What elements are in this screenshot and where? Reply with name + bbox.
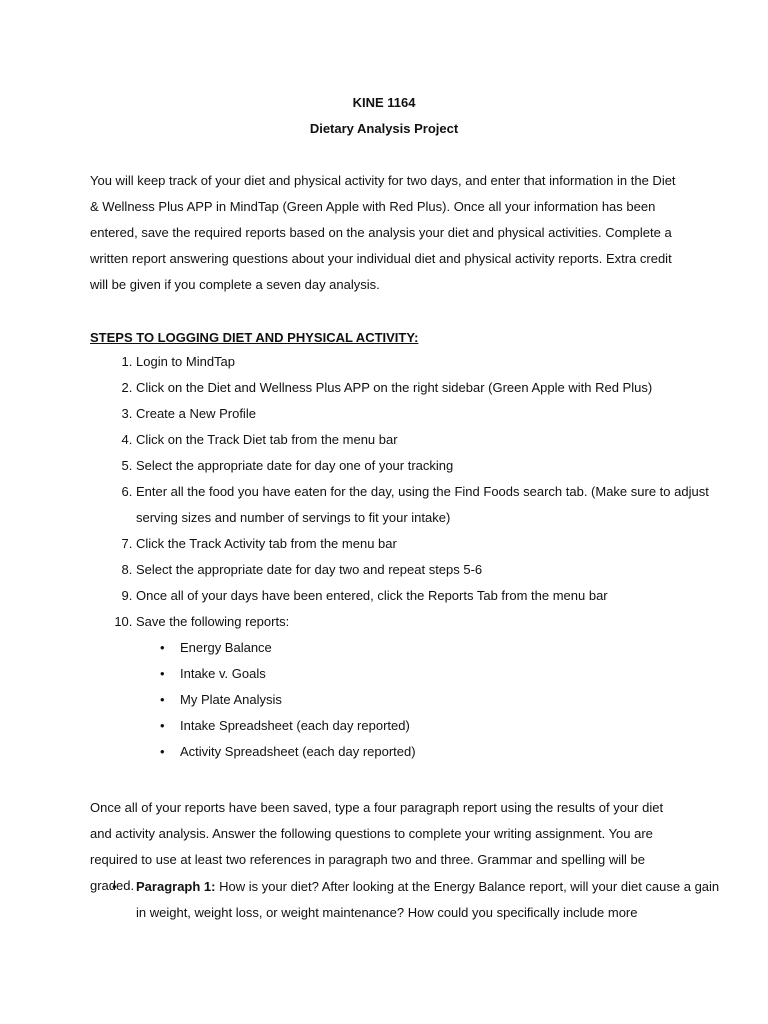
steps-list (90, 349, 726, 765)
step-item: 2. Click on the Diet and Wellness Plus APP on the right sidebar (Green Apple with Red Plus) (136, 375, 726, 401)
document-title: Dietary Analysis Project (309, 121, 459, 136)
report-item: • My Plate Analysis (160, 687, 726, 713)
paragraph-questions-list (90, 874, 726, 926)
reports-list (136, 635, 726, 765)
report-item: • Intake Spreadsheet (each day reported) (160, 713, 726, 739)
report-item: • Activity Spreadsheet (each day reported) (160, 739, 726, 765)
paragraph-1-item (136, 874, 726, 926)
step-item: 7. Click the Track Activity tab from the menu bar (136, 531, 726, 557)
course-code: KINE 1164 (352, 95, 416, 110)
report-item: • Energy Balance (160, 635, 726, 661)
report-item: • Intake v. Goals (160, 661, 726, 687)
intro-paragraph: You will keep track of your diet and physical activity for two days, and enter that information in the Diet & Wellness Plus APP in MindTap (Green Apple with Red Plus). Once all your information has been entered, save the required reports based on the analysis your diet and physical activities. Complete a written report answering questions about your individual diet and physical activity reports. Extra credit will be given if you complete a seven day analysis. (90, 173, 676, 292)
report-instructions: Once all of your reports have been saved, type a four paragraph report using the results of your diet and activity analysis. Answer the following questions to complete your writing assignment. You are required to use at least two references in paragraph two and three. Grammar and spelling will be graded. (90, 800, 664, 893)
step-item: 1. Login to MindTap (136, 349, 726, 375)
step-item-reports (136, 609, 726, 765)
paragraph-1-label: Paragraph 1: (136, 879, 216, 894)
step-item-label: Save the following reports: (136, 614, 290, 629)
steps-heading: STEPS TO LOGGING DIET AND PHYSICAL ACTIVITY: (90, 330, 419, 345)
step-item: 3. Create a New Profile (136, 401, 726, 427)
step-item: 4. Click on the Track Diet tab from the menu bar (136, 427, 726, 453)
step-item: 6. Enter all the food you have eaten for the day, using the Find Foods search tab. (Make sure to adjust serving sizes and number of servings to fit your intake) (136, 479, 726, 531)
step-item: 5. Select the appropriate date for day one of your tracking (136, 453, 726, 479)
step-item: 8. Select the appropriate date for day two and repeat steps 5-6 (136, 557, 726, 583)
step-item: 9. Once all of your days have been entered, click the Reports Tab from the menu bar (136, 583, 726, 609)
paragraph-1-text: How is your diet? After looking at the Energy Balance report, will your diet cause a gain in weight, weight loss, or weight maintenance? How could you specifically include more (136, 879, 720, 920)
